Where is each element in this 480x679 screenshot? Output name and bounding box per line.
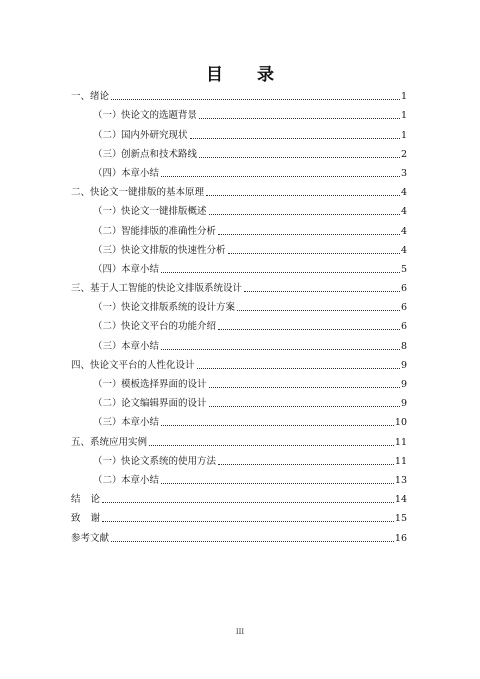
toc-entry-text: 快论文排版系统的设计方案 bbox=[121, 302, 236, 314]
toc-entry-number: （二） bbox=[93, 129, 122, 141]
toc-entry-number: （二） bbox=[93, 225, 122, 237]
toc-entry-label bbox=[71, 513, 100, 525]
toc-leader-dots bbox=[161, 483, 394, 484]
toc-entry[interactable] bbox=[71, 410, 407, 429]
toc-entry-number: 五、 bbox=[71, 436, 91, 448]
toc-entry-page-number: 6 bbox=[400, 302, 407, 314]
toc-entry-label bbox=[71, 360, 195, 372]
toc-entry-number: （二） bbox=[93, 321, 122, 333]
toc-leader-dots bbox=[237, 310, 400, 311]
toc-leader-dots bbox=[199, 157, 400, 158]
toc-entry-page-number: 10 bbox=[394, 417, 407, 429]
toc-leader-dots bbox=[199, 118, 400, 119]
toc-entry-label bbox=[71, 149, 197, 161]
toc-entry-label bbox=[71, 533, 109, 545]
toc-entry-text: 系统应用实例 bbox=[90, 436, 148, 448]
toc-list bbox=[71, 84, 407, 545]
toc-entry-number: 一、 bbox=[71, 91, 91, 103]
toc-entry-page-number: 3 bbox=[400, 167, 407, 179]
toc-entry-text: 智能排版的准确性分析 bbox=[121, 225, 217, 237]
toc-entry-text: 绪论 bbox=[90, 91, 110, 103]
toc-entry-text: 快论文平台的功能介绍 bbox=[121, 321, 217, 333]
toc-entry-page-number: 14 bbox=[394, 494, 407, 506]
toc-entry-label bbox=[71, 187, 204, 199]
toc-leader-dots bbox=[206, 195, 400, 196]
toc-entry-label bbox=[71, 456, 216, 468]
toc-entry-label bbox=[71, 110, 197, 122]
toc-entry-label bbox=[71, 130, 188, 142]
toc-leader-dots bbox=[149, 445, 394, 446]
toc-entry-label bbox=[71, 437, 147, 449]
toc-entry-label bbox=[71, 91, 109, 103]
toc-leader-dots bbox=[161, 425, 394, 426]
toc-entry-label bbox=[71, 206, 207, 218]
toc-entry-label bbox=[71, 245, 226, 257]
toc-entry-number: 四、 bbox=[71, 359, 91, 371]
toc-entry-page-number: 8 bbox=[400, 340, 407, 352]
toc-entry-page-number: 1 bbox=[400, 91, 407, 103]
toc-entry-text: 本章小结 bbox=[121, 474, 160, 486]
toc-entry-number: （四） bbox=[93, 263, 122, 275]
toc-entry-page-number: 11 bbox=[394, 436, 407, 448]
toc-entry-label bbox=[71, 226, 216, 238]
toc-entry[interactable] bbox=[71, 391, 407, 410]
toc-leader-dots bbox=[190, 138, 400, 139]
toc-entry-number: 二、 bbox=[71, 187, 91, 199]
page-number-footer: III bbox=[235, 628, 245, 636]
toc-entry-number: （一） bbox=[93, 206, 122, 218]
toc-entry-page-number: 16 bbox=[394, 532, 407, 544]
toc-entry-number: （三） bbox=[93, 244, 122, 256]
toc-entry-page-number: 9 bbox=[400, 359, 407, 371]
toc-entry-number: 结 bbox=[71, 494, 91, 506]
toc-entry[interactable] bbox=[71, 218, 407, 237]
toc-entry-number: （三） bbox=[93, 148, 122, 160]
toc-entry[interactable] bbox=[71, 122, 407, 141]
toc-entry-text: 参考文献 bbox=[71, 532, 110, 544]
toc-entry-text: 本章小结 bbox=[121, 167, 160, 179]
toc-leader-dots bbox=[102, 502, 394, 503]
toc-entry-text: 本章小结 bbox=[121, 417, 160, 429]
toc-leader-dots bbox=[111, 99, 400, 100]
toc-entry-page-number: 15 bbox=[394, 513, 407, 525]
toc-entry[interactable] bbox=[71, 506, 407, 525]
toc-entry-page-number: 13 bbox=[394, 474, 407, 486]
toc-leader-dots bbox=[111, 541, 394, 542]
toc-entry[interactable] bbox=[71, 103, 407, 122]
toc-entry-number: （三） bbox=[93, 340, 122, 352]
toc-leader-dots bbox=[209, 406, 400, 407]
toc-entry-number: （二） bbox=[93, 474, 122, 486]
toc-leader-dots bbox=[102, 521, 394, 522]
toc-entry-page-number: 1 bbox=[400, 129, 407, 141]
toc-entry-page-number: 1 bbox=[400, 110, 407, 122]
toc-entry-label bbox=[71, 475, 159, 487]
toc-entry-text: 本章小结 bbox=[121, 263, 160, 275]
toc-entry-text: 基于人工智能的快论文排版系统设计 bbox=[90, 283, 243, 295]
toc-entry-page-number: 4 bbox=[400, 225, 407, 237]
toc-entry-text: 快论文系统的使用方法 bbox=[121, 455, 217, 467]
toc-entry-number: （一） bbox=[93, 302, 122, 314]
toc-entry-page-number: 4 bbox=[400, 206, 407, 218]
toc-leader-dots bbox=[218, 464, 394, 465]
toc-entry-text: 谢 bbox=[90, 513, 101, 525]
toc-entry-label bbox=[71, 321, 216, 333]
toc-entry-label bbox=[71, 264, 159, 276]
toc-entry-label bbox=[71, 283, 242, 295]
toc-entry[interactable] bbox=[71, 199, 407, 218]
toc-entry[interactable] bbox=[71, 525, 407, 544]
toc-entry-text: 快论文平台的人性化设计 bbox=[90, 359, 195, 371]
toc-entry-label bbox=[71, 417, 159, 429]
toc-entry-page-number: 5 bbox=[400, 263, 407, 275]
toc-title: 目 录 bbox=[206, 65, 288, 85]
toc-entry-page-number: 6 bbox=[400, 283, 407, 295]
toc-entry[interactable] bbox=[71, 429, 407, 448]
toc-entry-page-number: 4 bbox=[400, 244, 407, 256]
toc-entry[interactable] bbox=[71, 449, 407, 468]
toc-entry-page-number: 9 bbox=[400, 398, 407, 410]
toc-entry-text: 论 bbox=[90, 494, 101, 506]
toc-entry-text: 快论文一键排版概述 bbox=[121, 206, 207, 218]
toc-leader-dots bbox=[161, 272, 400, 273]
toc-leader-dots bbox=[197, 368, 400, 369]
toc-entry-page-number: 11 bbox=[394, 455, 407, 467]
toc-leader-dots bbox=[161, 176, 400, 177]
toc-entry-page-number: 2 bbox=[400, 148, 407, 160]
toc-entry-label bbox=[71, 168, 159, 180]
toc-leader-dots bbox=[228, 253, 400, 254]
toc-entry-label bbox=[71, 379, 207, 391]
toc-entry-label bbox=[71, 341, 159, 353]
toc-entry[interactable] bbox=[71, 353, 407, 372]
toc-entry-number: （三） bbox=[93, 417, 122, 429]
toc-entry[interactable] bbox=[71, 142, 407, 161]
toc-entry-number: （一） bbox=[93, 455, 122, 467]
toc-leader-dots bbox=[209, 387, 400, 388]
toc-entry-number: 致 bbox=[71, 513, 91, 525]
toc-entry[interactable] bbox=[71, 238, 407, 257]
toc-entry[interactable] bbox=[71, 84, 407, 103]
toc-entry-text: 模板选择界面的设计 bbox=[121, 379, 207, 390]
toc-entry[interactable] bbox=[71, 487, 407, 506]
toc-entry-number: （四） bbox=[93, 167, 122, 179]
toc-entry-number: （一） bbox=[93, 110, 122, 122]
toc-entry-text: 国内外研究现状 bbox=[121, 129, 188, 141]
toc-entry-page-number: 4 bbox=[400, 187, 407, 199]
toc-entry[interactable] bbox=[71, 161, 407, 180]
toc-entry-label bbox=[71, 398, 207, 410]
toc-entry[interactable] bbox=[71, 295, 407, 314]
toc-entry[interactable] bbox=[71, 468, 407, 487]
toc-entry[interactable] bbox=[71, 314, 407, 333]
toc-leader-dots bbox=[244, 291, 400, 292]
toc-entry-label bbox=[71, 302, 235, 314]
toc-entry-text: 快论文的选题背景 bbox=[121, 110, 198, 122]
toc-leader-dots bbox=[161, 349, 400, 350]
toc-leader-dots bbox=[218, 234, 400, 235]
toc-entry-text: 快论文排版的快速性分析 bbox=[121, 244, 226, 256]
toc-entry[interactable] bbox=[71, 276, 407, 295]
toc-entry-text: 论文编辑界面的设计 bbox=[121, 398, 207, 410]
toc-entry-page-number: 6 bbox=[400, 321, 407, 333]
toc-entry-text: 本章小结 bbox=[121, 340, 160, 352]
toc-entry[interactable] bbox=[71, 257, 407, 276]
toc-entry-text: 创新点和技术路线 bbox=[121, 148, 198, 160]
toc-leader-dots bbox=[209, 214, 400, 215]
toc-entry-number: （二） bbox=[93, 398, 122, 410]
toc-entry-page-number: 9 bbox=[400, 379, 407, 390]
toc-entry[interactable] bbox=[71, 180, 407, 199]
toc-entry-number: （一） bbox=[93, 379, 122, 390]
toc-entry-number: 三、 bbox=[71, 283, 91, 295]
toc-leader-dots bbox=[218, 329, 400, 330]
toc-entry-text: 快论文一键排版的基本原理 bbox=[90, 187, 205, 199]
toc-entry[interactable] bbox=[71, 372, 407, 391]
toc-entry-label bbox=[71, 494, 100, 506]
toc-entry[interactable] bbox=[71, 333, 407, 352]
